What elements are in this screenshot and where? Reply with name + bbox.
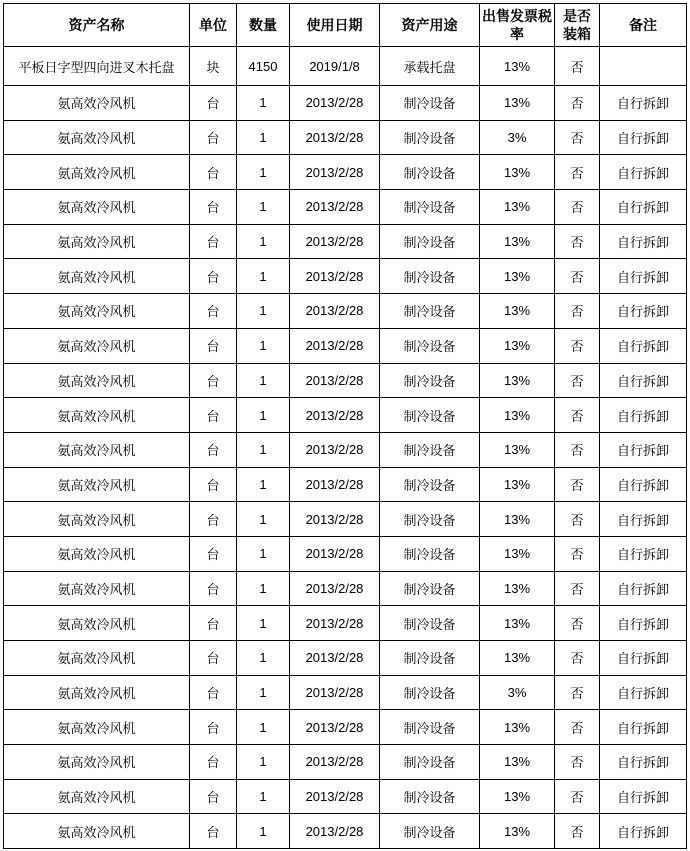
table-cell: 13% xyxy=(480,467,555,502)
table-header xyxy=(4,4,687,47)
table-cell: 13% xyxy=(480,710,555,745)
table-cell: 氨高效冷风机 xyxy=(4,467,190,502)
column-header-boxed: 是否装箱 xyxy=(555,4,600,47)
table-cell: 自行拆卸 xyxy=(600,779,687,814)
table-cell: 1 xyxy=(237,86,290,121)
table-row xyxy=(4,432,687,467)
table-cell: 氨高效冷风机 xyxy=(4,259,190,294)
table-cell: 氨高效冷风机 xyxy=(4,120,190,155)
table-cell: 自行拆卸 xyxy=(600,328,687,363)
table-cell: 氨高效冷风机 xyxy=(4,155,190,190)
column-header-sale-invoice-tax-rate: 出售发票税率 xyxy=(480,4,555,47)
table-cell: 台 xyxy=(190,536,237,571)
table-cell: 制冷设备 xyxy=(380,328,480,363)
table-cell: 1 xyxy=(237,710,290,745)
table-cell: 制冷设备 xyxy=(380,363,480,398)
table-cell: 1 xyxy=(237,328,290,363)
table-cell: 氨高效冷风机 xyxy=(4,745,190,780)
table-cell: 13% xyxy=(480,432,555,467)
table-cell: 台 xyxy=(190,606,237,641)
table-cell: 1 xyxy=(237,641,290,676)
table-cell: 1 xyxy=(237,259,290,294)
table-cell: 2013/2/28 xyxy=(290,294,380,329)
table-cell: 制冷设备 xyxy=(380,190,480,225)
table-cell: 2013/2/28 xyxy=(290,710,380,745)
table-cell: 2019/1/8 xyxy=(290,47,380,86)
table-cell: 制冷设备 xyxy=(380,86,480,121)
table-cell: 1 xyxy=(237,606,290,641)
table-cell: 制冷设备 xyxy=(380,259,480,294)
column-header-remark: 备注 xyxy=(600,4,687,47)
table-cell: 自行拆卸 xyxy=(600,536,687,571)
table-cell: 氨高效冷风机 xyxy=(4,363,190,398)
table-cell: 13% xyxy=(480,328,555,363)
table-cell: 台 xyxy=(190,571,237,606)
table-cell: 氨高效冷风机 xyxy=(4,86,190,121)
table-cell: 13% xyxy=(480,502,555,537)
table-cell: 制冷设备 xyxy=(380,155,480,190)
table-cell: 1 xyxy=(237,745,290,780)
table-cell: 氨高效冷风机 xyxy=(4,814,190,849)
table-cell: 2013/2/28 xyxy=(290,536,380,571)
table-cell: 台 xyxy=(190,86,237,121)
table-cell: 制冷设备 xyxy=(380,398,480,433)
table-cell: 氨高效冷风机 xyxy=(4,710,190,745)
table-cell: 自行拆卸 xyxy=(600,86,687,121)
table-cell: 2013/2/28 xyxy=(290,328,380,363)
table-cell: 1 xyxy=(237,675,290,710)
table-cell: 1 xyxy=(237,190,290,225)
table-cell: 否 xyxy=(555,502,600,537)
table-cell: 3% xyxy=(480,120,555,155)
table-cell: 否 xyxy=(555,710,600,745)
table-cell: 承载托盘 xyxy=(380,47,480,86)
table-row xyxy=(4,641,687,676)
table-cell: 自行拆卸 xyxy=(600,294,687,329)
table-cell: 制冷设备 xyxy=(380,571,480,606)
table-cell: 1 xyxy=(237,363,290,398)
table-cell: 否 xyxy=(555,814,600,849)
table-cell: 否 xyxy=(555,536,600,571)
table-cell: 制冷设备 xyxy=(380,502,480,537)
table-cell: 13% xyxy=(480,571,555,606)
asset-table xyxy=(3,3,687,849)
table-cell: 台 xyxy=(190,363,237,398)
table-cell: 2013/2/28 xyxy=(290,155,380,190)
table-row xyxy=(4,294,687,329)
table-cell: 1 xyxy=(237,536,290,571)
table-cell: 2013/2/28 xyxy=(290,86,380,121)
table-cell: 2013/2/28 xyxy=(290,675,380,710)
table-cell: 台 xyxy=(190,294,237,329)
column-header-use-date: 使用日期 xyxy=(290,4,380,47)
table-row xyxy=(4,502,687,537)
table-cell: 13% xyxy=(480,363,555,398)
table-cell: 制冷设备 xyxy=(380,675,480,710)
table-cell: 1 xyxy=(237,432,290,467)
column-header-quantity: 数量 xyxy=(237,4,290,47)
column-header-unit: 单位 xyxy=(190,4,237,47)
table-row xyxy=(4,814,687,849)
table-cell: 1 xyxy=(237,155,290,190)
table-cell: 自行拆卸 xyxy=(600,363,687,398)
table-cell: 2013/2/28 xyxy=(290,571,380,606)
table-cell: 氨高效冷风机 xyxy=(4,571,190,606)
table-cell: 自行拆卸 xyxy=(600,745,687,780)
table-cell: 制冷设备 xyxy=(380,814,480,849)
table-row xyxy=(4,571,687,606)
table-cell: 否 xyxy=(555,641,600,676)
table-cell: 台 xyxy=(190,710,237,745)
table-cell: 13% xyxy=(480,224,555,259)
table-cell: 自行拆卸 xyxy=(600,710,687,745)
table-cell: 否 xyxy=(555,155,600,190)
table-cell: 否 xyxy=(555,190,600,225)
table-row xyxy=(4,536,687,571)
table-cell: 否 xyxy=(555,224,600,259)
table-cell: 否 xyxy=(555,432,600,467)
table-cell: 制冷设备 xyxy=(380,432,480,467)
table-row xyxy=(4,259,687,294)
table-cell: 氨高效冷风机 xyxy=(4,779,190,814)
table-cell: 自行拆卸 xyxy=(600,190,687,225)
table-cell: 自行拆卸 xyxy=(600,259,687,294)
table-cell: 否 xyxy=(555,328,600,363)
table-row xyxy=(4,47,687,86)
table-cell: 台 xyxy=(190,120,237,155)
table-cell: 13% xyxy=(480,606,555,641)
table-cell: 否 xyxy=(555,745,600,780)
table-cell: 否 xyxy=(555,398,600,433)
table-cell: 自行拆卸 xyxy=(600,571,687,606)
table-cell xyxy=(600,47,687,86)
table-cell: 氨高效冷风机 xyxy=(4,675,190,710)
table-cell: 自行拆卸 xyxy=(600,641,687,676)
table-cell: 否 xyxy=(555,259,600,294)
table-cell: 制冷设备 xyxy=(380,745,480,780)
table-cell: 否 xyxy=(555,779,600,814)
table-cell: 自行拆卸 xyxy=(600,467,687,502)
table-cell: 自行拆卸 xyxy=(600,675,687,710)
table-cell: 2013/2/28 xyxy=(290,120,380,155)
table-cell: 2013/2/28 xyxy=(290,224,380,259)
table-cell: 自行拆卸 xyxy=(600,432,687,467)
table-cell: 2013/2/28 xyxy=(290,467,380,502)
table-cell: 台 xyxy=(190,745,237,780)
table-cell: 13% xyxy=(480,190,555,225)
table-cell: 13% xyxy=(480,536,555,571)
table-row xyxy=(4,363,687,398)
table-cell: 台 xyxy=(190,432,237,467)
table-cell: 氨高效冷风机 xyxy=(4,502,190,537)
table-body xyxy=(4,47,687,849)
table-cell: 台 xyxy=(190,155,237,190)
table-cell: 制冷设备 xyxy=(380,224,480,259)
table-cell: 制冷设备 xyxy=(380,606,480,641)
table-row xyxy=(4,120,687,155)
table-cell: 1 xyxy=(237,224,290,259)
table-cell: 氨高效冷风机 xyxy=(4,224,190,259)
table-row xyxy=(4,675,687,710)
table-cell: 氨高效冷风机 xyxy=(4,328,190,363)
table-cell: 制冷设备 xyxy=(380,710,480,745)
table-row xyxy=(4,155,687,190)
table-cell: 自行拆卸 xyxy=(600,814,687,849)
table-cell: 1 xyxy=(237,294,290,329)
table-cell: 自行拆卸 xyxy=(600,155,687,190)
table-cell: 自行拆卸 xyxy=(600,398,687,433)
table-cell: 2013/2/28 xyxy=(290,641,380,676)
table-cell: 2013/2/28 xyxy=(290,745,380,780)
table-cell: 2013/2/28 xyxy=(290,259,380,294)
table-cell: 制冷设备 xyxy=(380,779,480,814)
table-cell: 1 xyxy=(237,467,290,502)
table-cell: 自行拆卸 xyxy=(600,120,687,155)
table-cell: 台 xyxy=(190,467,237,502)
table-cell: 台 xyxy=(190,641,237,676)
table-cell: 制冷设备 xyxy=(380,467,480,502)
table-cell: 2013/2/28 xyxy=(290,363,380,398)
table-cell: 制冷设备 xyxy=(380,120,480,155)
table-cell: 否 xyxy=(555,571,600,606)
table-cell: 台 xyxy=(190,502,237,537)
table-cell: 制冷设备 xyxy=(380,641,480,676)
table-cell: 否 xyxy=(555,467,600,502)
table-cell: 13% xyxy=(480,745,555,780)
table-cell: 否 xyxy=(555,86,600,121)
table-cell: 台 xyxy=(190,190,237,225)
table-cell: 否 xyxy=(555,294,600,329)
table-cell: 否 xyxy=(555,120,600,155)
table-cell: 1 xyxy=(237,779,290,814)
table-cell: 台 xyxy=(190,224,237,259)
table-cell: 氨高效冷风机 xyxy=(4,398,190,433)
table-cell: 2013/2/28 xyxy=(290,398,380,433)
table-cell: 氨高效冷风机 xyxy=(4,641,190,676)
table-cell: 否 xyxy=(555,606,600,641)
table-row xyxy=(4,467,687,502)
table-row xyxy=(4,779,687,814)
table-cell: 13% xyxy=(480,47,555,86)
table-cell: 1 xyxy=(237,120,290,155)
table-row xyxy=(4,710,687,745)
table-cell: 制冷设备 xyxy=(380,536,480,571)
table-cell: 1 xyxy=(237,571,290,606)
table-cell: 1 xyxy=(237,502,290,537)
table-cell: 台 xyxy=(190,328,237,363)
table-cell: 1 xyxy=(237,814,290,849)
table-cell: 13% xyxy=(480,294,555,329)
table-cell: 否 xyxy=(555,675,600,710)
table-cell: 否 xyxy=(555,47,600,86)
table-cell: 氨高效冷风机 xyxy=(4,432,190,467)
table-cell: 4150 xyxy=(237,47,290,86)
table-cell: 台 xyxy=(190,398,237,433)
column-header-asset-name: 资产名称 xyxy=(4,4,190,47)
table-cell: 平板日字型四向进叉木托盘 xyxy=(4,47,190,86)
table-row xyxy=(4,224,687,259)
table-cell: 台 xyxy=(190,779,237,814)
table-row xyxy=(4,328,687,363)
table-row xyxy=(4,86,687,121)
header-row xyxy=(4,4,687,47)
table-cell: 13% xyxy=(480,259,555,294)
table-cell: 13% xyxy=(480,155,555,190)
table-cell: 2013/2/28 xyxy=(290,190,380,225)
table-cell: 2013/2/28 xyxy=(290,779,380,814)
table-row xyxy=(4,190,687,225)
table-cell: 2013/2/28 xyxy=(290,814,380,849)
table-cell: 13% xyxy=(480,641,555,676)
table-cell: 自行拆卸 xyxy=(600,224,687,259)
table-cell: 氨高效冷风机 xyxy=(4,190,190,225)
table-cell: 13% xyxy=(480,398,555,433)
table-cell: 氨高效冷风机 xyxy=(4,294,190,329)
table-cell: 制冷设备 xyxy=(380,294,480,329)
table-cell: 13% xyxy=(480,814,555,849)
table-cell: 台 xyxy=(190,675,237,710)
table-cell: 1 xyxy=(237,398,290,433)
table-cell: 台 xyxy=(190,259,237,294)
table-cell: 氨高效冷风机 xyxy=(4,606,190,641)
table-cell: 否 xyxy=(555,363,600,398)
table-cell: 块 xyxy=(190,47,237,86)
table-cell: 2013/2/28 xyxy=(290,432,380,467)
table-cell: 氨高效冷风机 xyxy=(4,536,190,571)
table-cell: 13% xyxy=(480,86,555,121)
table-row xyxy=(4,745,687,780)
table-row xyxy=(4,398,687,433)
table-cell: 13% xyxy=(480,779,555,814)
table-cell: 2013/2/28 xyxy=(290,606,380,641)
column-header-asset-use: 资产用途 xyxy=(380,4,480,47)
table-cell: 自行拆卸 xyxy=(600,502,687,537)
table-cell: 3% xyxy=(480,675,555,710)
table-row xyxy=(4,606,687,641)
table-cell: 自行拆卸 xyxy=(600,606,687,641)
table-cell: 台 xyxy=(190,814,237,849)
table-cell: 2013/2/28 xyxy=(290,502,380,537)
